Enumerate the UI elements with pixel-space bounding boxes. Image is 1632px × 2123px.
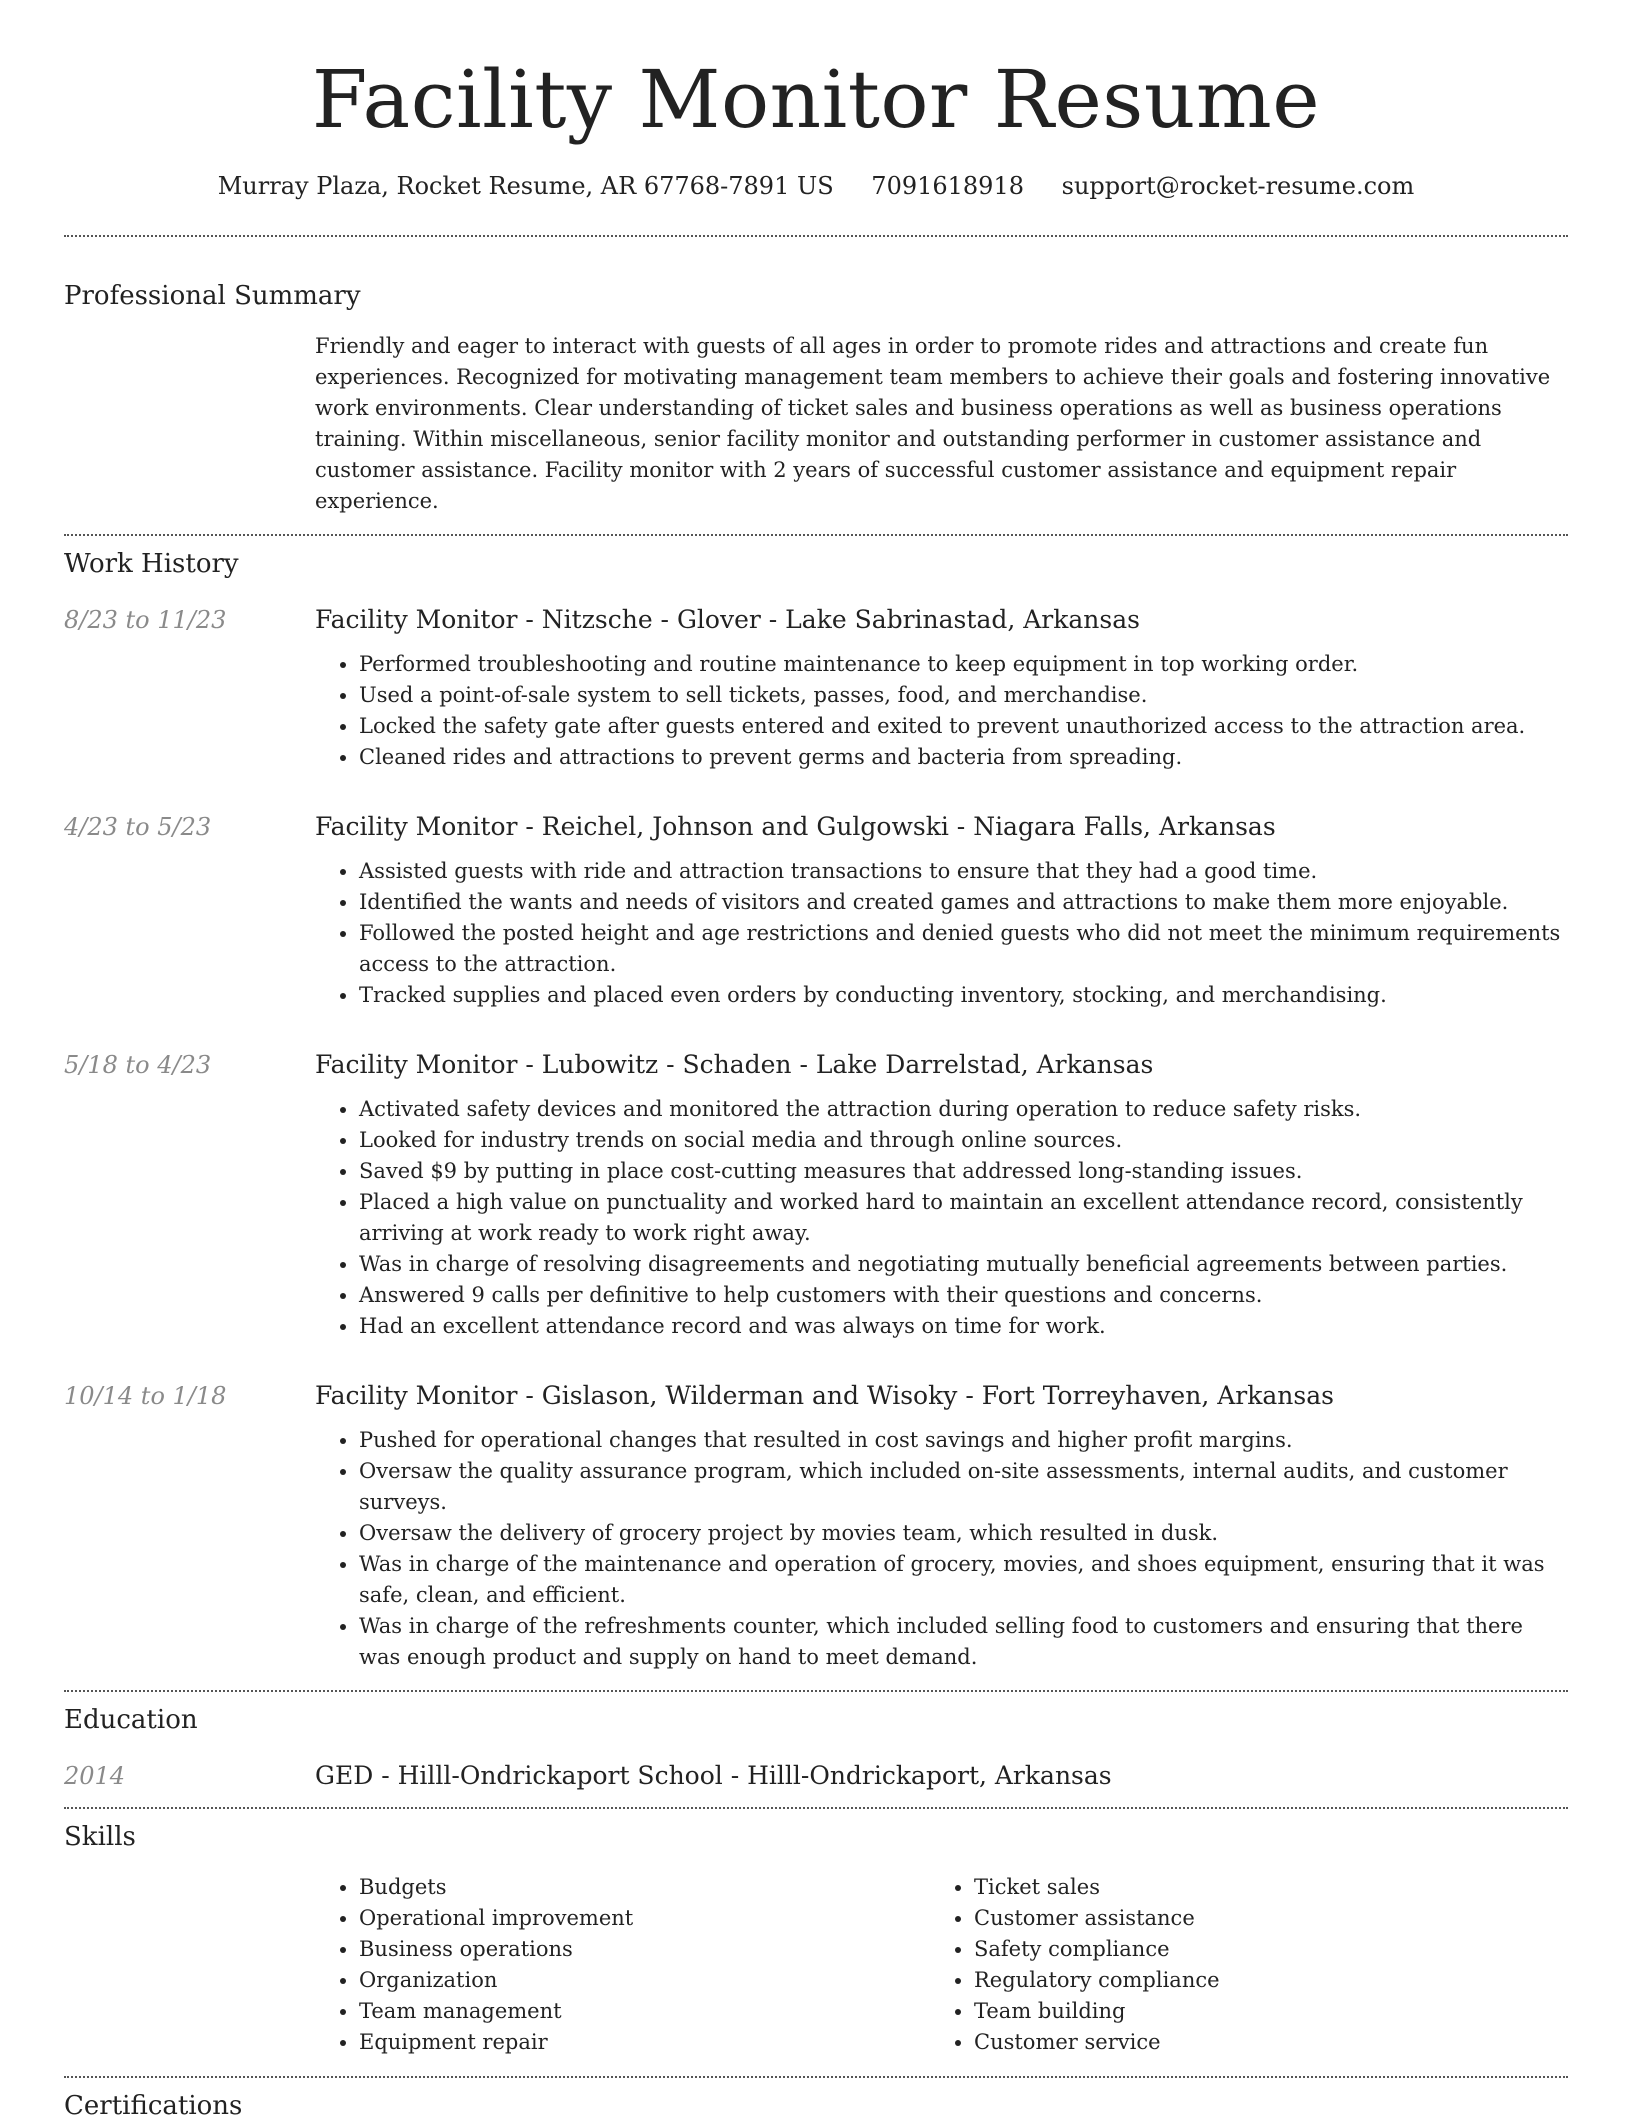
education-heading: Education: [64, 1705, 198, 1735]
job-dates: 10/14 to 1/18: [64, 1382, 227, 1410]
contact-phone: 7091618918: [871, 172, 1024, 200]
job-bullet: • Identified the wants and needs of visitors and created games and attractions to make them more enjoyable.: [359, 887, 1568, 918]
job-title: Facility Monitor - Nitzsche - Glover - Lake Sabrinastad, Arkansas: [315, 605, 1140, 634]
job-dates: 5/18 to 4/23: [64, 1051, 212, 1079]
job-bullet: • Had an excellent attendance record and was always on time for work.: [359, 1311, 1568, 1342]
work-history-section: [64, 547, 1568, 1673]
skills-heading: Skills: [64, 1822, 136, 1852]
skill-item: • Operational improvement: [359, 1903, 930, 1934]
job-title: Facility Monitor - Reichel, Johnson and Gulgowski - Niagara Falls, Arkansas: [315, 812, 1276, 841]
section-divider: [64, 2076, 1568, 2078]
job-bullet: • Assisted guests with ride and attraction transactions to ensure that they had a good time.: [359, 856, 1568, 887]
education-entry: [64, 1759, 1568, 1793]
section-divider: [64, 534, 1568, 536]
skill-item: • Team management: [359, 1996, 930, 2027]
job-dates: 8/23 to 11/23: [64, 606, 227, 634]
skill-item: • Safety compliance: [974, 1934, 1545, 1965]
job-entry: [64, 1379, 1568, 1673]
job-bullets: [315, 856, 1568, 1011]
job-bullet: • Used a point-of-sale system to sell tickets, passes, food, and merchandise.: [359, 680, 1568, 711]
skills-list-left: [315, 1872, 930, 2058]
skill-item: • Customer assistance: [974, 1903, 1545, 1934]
skill-item: • Regulatory compliance: [974, 1965, 1545, 1996]
job-bullet: • Was in charge of resolving disagreements and negotiating mutually beneficial agreements between parties.: [359, 1249, 1568, 1280]
certifications-heading: Certifications: [64, 2091, 243, 2121]
skills-section: [64, 1820, 1568, 2058]
job-entry: [64, 810, 1568, 1011]
skill-item: • Business operations: [359, 1934, 930, 1965]
job-bullet: • Oversaw the quality assurance program, which included on-site assessments, internal audits, and customer surveys.: [359, 1456, 1568, 1518]
job-bullets: [315, 649, 1568, 773]
work-history-heading: Work History: [64, 549, 239, 579]
education-degree: GED - Hilll-Ondrickaport School - Hilll-Ondrickaport, Arkansas: [315, 1761, 1112, 1790]
job-bullet: • Saved $9 by putting in place cost-cutting measures that addressed long-standing issues.: [359, 1156, 1568, 1187]
summary-heading: Professional Summary: [64, 281, 361, 311]
resume-title: Facility Monitor Resume: [311, 53, 1321, 146]
skill-item: • Organization: [359, 1965, 930, 1996]
education-year: 2014: [64, 1762, 126, 1790]
contact-address: Murray Plaza, Rocket Resume, AR 67768-7891 US: [217, 172, 834, 200]
job-bullet: • Answered 9 calls per definitive to help customers with their questions and concerns.: [359, 1280, 1568, 1311]
summary-text: Friendly and eager to interact with guests of all ages in order to promote rides and attractions and create fun experiences. Recognized for motivating management team members to achieve their goals and fostering innovative work environments. Clear understanding of ticket sales and business operations as well as business operations training. Within miscellaneous, senior facility monitor and outstanding performer in customer assistance and customer assistance. Facility monitor with 2 years of successful customer assistance and equipment repair experience.: [315, 334, 1551, 513]
section-divider: [64, 235, 1568, 237]
certifications-section: [64, 2089, 1568, 2123]
job-bullets: [315, 1425, 1568, 1673]
section-divider: [64, 1690, 1568, 1692]
job-bullet: • Activated safety devices and monitored the attraction during operation to reduce safety risks.: [359, 1094, 1568, 1125]
contact-email: support@rocket-resume.com: [1061, 172, 1415, 200]
job-title: Facility Monitor - Lubowitz - Schaden - Lake Darrelstad, Arkansas: [315, 1050, 1154, 1079]
job-bullet: • Was in charge of the maintenance and operation of grocery, movies, and shoes equipment, ensuring that it was safe, clean, and efficient.: [359, 1549, 1568, 1611]
skills-list-right: [930, 1872, 1545, 2058]
skill-item: • Budgets: [359, 1872, 930, 1903]
job-bullet: • Was in charge of the refreshments counter, which included selling food to customers and ensuring that there was enough product and supply on hand to meet demand.: [359, 1611, 1568, 1673]
job-entry: [64, 603, 1568, 773]
job-entry: [64, 1048, 1568, 1342]
job-bullet: • Pushed for operational changes that resulted in cost savings and higher profit margins.: [359, 1425, 1568, 1456]
job-bullet: • Followed the posted height and age restrictions and denied guests who did not meet the minimum requirements access to the attraction.: [359, 918, 1568, 980]
summary-section: [64, 279, 1568, 517]
skill-item: • Ticket sales: [974, 1872, 1545, 1903]
job-dates: 4/23 to 5/23: [64, 813, 212, 841]
job-bullet: • Locked the safety gate after guests entered and exited to prevent unauthorized access to the attraction area.: [359, 711, 1568, 742]
job-bullet: • Tracked supplies and placed even orders by conducting inventory, stocking, and merchandising.: [359, 980, 1568, 1011]
education-section: [64, 1703, 1568, 1793]
skill-item: • Customer service: [974, 2027, 1545, 2058]
job-bullet: • Placed a high value on punctuality and worked hard to maintain an excellent attendance record, consistently arriving at work ready to work right away.: [359, 1187, 1568, 1249]
job-bullet: • Performed troubleshooting and routine maintenance to keep equipment in top working order.: [359, 649, 1568, 680]
job-bullet: • Oversaw the delivery of grocery project by movies team, which resulted in dusk.: [359, 1518, 1568, 1549]
section-divider: [64, 1807, 1568, 1809]
job-bullet: • Cleaned rides and attractions to prevent germs and bacteria from spreading.: [359, 742, 1568, 773]
job-bullets: [315, 1094, 1568, 1342]
skill-item: • Team building: [974, 1996, 1545, 2027]
skill-item: • Equipment repair: [359, 2027, 930, 2058]
job-title: Facility Monitor - Gislason, Wilderman and Wisoky - Fort Torreyhaven, Arkansas: [315, 1381, 1334, 1410]
contact-line: [64, 168, 1568, 204]
job-bullet: • Looked for industry trends on social media and through online sources.: [359, 1125, 1568, 1156]
